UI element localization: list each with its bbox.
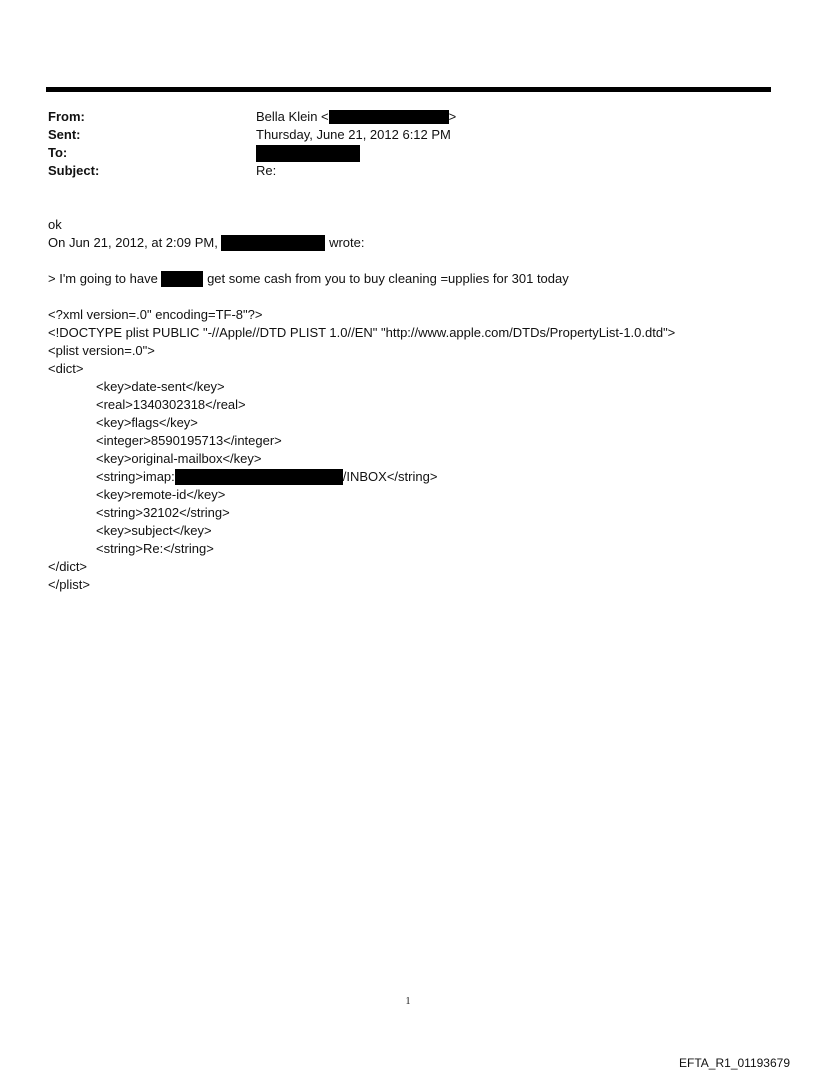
header-rule <box>46 87 771 92</box>
quote-intro-before: On Jun 21, 2012, at 2:09 PM, <box>48 235 218 250</box>
quote-intro <box>48 234 675 252</box>
dict-open: <dict> <box>48 361 84 376</box>
dict-line: <string>Re:</string> <box>96 541 214 556</box>
redaction-box <box>175 469 343 485</box>
quote-intro-after: wrote: <box>329 235 365 250</box>
email-body <box>48 216 675 594</box>
to-label: To: <box>48 145 68 160</box>
dict-close: </dict> <box>48 559 88 574</box>
xml-declaration: <?xml version=.0" encoding=TF-8"?> <box>48 307 263 322</box>
from-value <box>256 108 456 126</box>
document-id: EFTA_R1_01193679 <box>679 1056 790 1070</box>
page-number: 1 <box>405 996 411 1007</box>
redaction-box <box>161 271 203 287</box>
from-name: Bella Klein < <box>256 109 329 124</box>
redaction-box <box>329 110 449 124</box>
dict-line: <real>1340302318</real> <box>96 397 246 412</box>
quoted-after: get some cash from you to buy cleaning =upplies for 301 today <box>207 271 569 286</box>
imap-before: <string>imap: <box>96 469 175 484</box>
quoted-before: > I'm going to have <box>48 271 158 286</box>
dict-line: <key>original-mailbox</key> <box>96 451 262 466</box>
plist-open: <plist version=.0"> <box>48 343 155 358</box>
dict-line: <key>remote-id</key> <box>96 487 226 502</box>
spacer <box>48 252 675 270</box>
from-label: From: <box>48 109 85 124</box>
subject-value: Re: <box>256 163 277 178</box>
from-close: > <box>448 109 457 124</box>
redaction-box <box>221 235 325 251</box>
dict-line: <integer>8590195713</integer> <box>96 433 282 448</box>
to-value <box>256 144 360 162</box>
quoted-line <box>48 270 675 288</box>
redaction-box <box>256 145 360 162</box>
reply-text: ok <box>48 217 62 232</box>
spacer <box>48 288 675 306</box>
sent-label: Sent: <box>48 127 81 142</box>
imap-line <box>48 468 675 486</box>
dict-line: <key>date-sent</key> <box>96 379 225 394</box>
dict-line: <key>subject</key> <box>96 523 212 538</box>
sent-value: Thursday, June 21, 2012 6:12 PM <box>256 127 451 142</box>
dict-line: <key>flags</key> <box>96 415 198 430</box>
imap-after: /INBOX</string> <box>342 469 438 484</box>
doctype-line: <!DOCTYPE plist PUBLIC "-//Apple//DTD PLIST 1.0//EN" "http://www.apple.com/DTDs/PropertyList-1.0.dtd"> <box>48 325 676 340</box>
subject-label: Subject: <box>48 163 100 178</box>
dict-line: <string>32102</string> <box>96 505 230 520</box>
plist-close: </plist> <box>48 577 90 592</box>
